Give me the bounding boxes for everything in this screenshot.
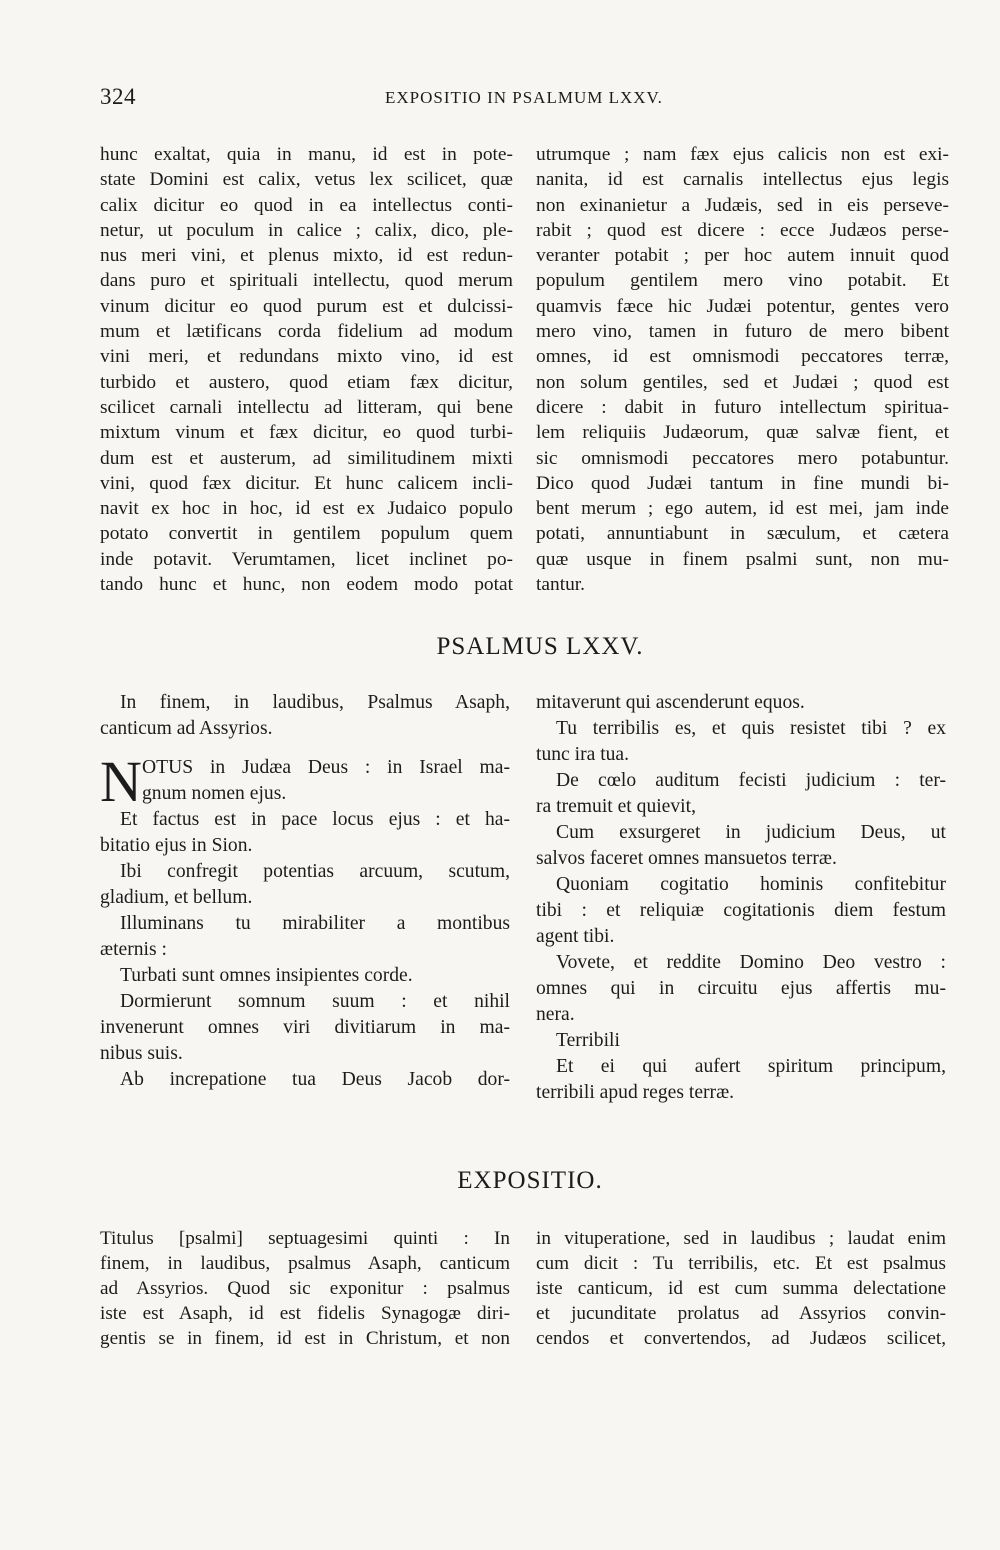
verse-line: tibi : et reliquiæ cogitationis diem festum xyxy=(536,900,946,921)
verse-line: Illuminans tu mirabiliter a montibus xyxy=(120,913,510,934)
running-title: EXPOSITIO IN PSALMUM LXXV. xyxy=(385,88,663,107)
text-line: ad Assyrios. Quod sic exponitur : psalmus xyxy=(100,1278,510,1299)
text-line: omnes, id est omnismodi peccatores terræ, xyxy=(536,346,949,368)
text-line: tantur. xyxy=(536,574,586,596)
commentary-column-left xyxy=(100,142,513,597)
text-line: iste canticum, id est cum summa delectatione xyxy=(536,1278,946,1299)
text-line: turbido et austero, quod etiam fæx dicitur, xyxy=(100,371,513,393)
text-line: sic omnismodi peccatores mero potabuntur. xyxy=(536,447,949,469)
verse-line: Quoniam cogitatio hominis confitebitur xyxy=(556,874,946,895)
verse-line: terribili apud reges terræ. xyxy=(536,1082,735,1103)
text-line: netur, ut poculum in calice ; calix, dico, ple- xyxy=(100,219,513,241)
verse-line: nera. xyxy=(536,1004,575,1025)
text-line: scilicet carnali intellectu ad litteram, qui bene xyxy=(100,396,513,418)
psalm-column-left xyxy=(100,690,510,1093)
psalm-column-right xyxy=(536,690,946,1106)
verse-line: bitatio ejus in Sion. xyxy=(100,835,253,856)
text-line: veranter potabit ; per hoc autem innuit quod xyxy=(536,245,949,267)
text-line: rabit ; quod est dicere : ecce Judæos perse- xyxy=(536,219,949,241)
expositio-column-left xyxy=(100,1226,510,1351)
running-header xyxy=(100,84,945,114)
expositio-heading: EXPOSITIO. xyxy=(457,1167,603,1194)
verse-line: Turbati sunt omnes insipientes corde. xyxy=(120,965,413,986)
text-line: nanita, id est carnalis intellectus ejus legis xyxy=(536,169,949,191)
verse-line: Tu terribilis es, et quis resistet tibi ? ex xyxy=(556,718,946,739)
text-line: lem reliquiis Judæorum, quæ salvæ fient, et xyxy=(536,422,949,444)
verse-line: gladium, et bellum. xyxy=(100,887,253,908)
verse-line: Vovete, et reddite Domino Deo vestro : xyxy=(556,952,946,973)
psalm-title-line: canticum ad Assyrios. xyxy=(100,718,273,739)
text-line: populum gentilem mero vino potabit. Et xyxy=(536,270,949,292)
text-line: dum est et austerum, ad similitudinem mixti xyxy=(100,447,513,469)
verse-line: Ibi confregit potentias arcuum, scutum, xyxy=(120,861,510,882)
verse-line: gnum nomen ejus. xyxy=(142,783,287,804)
verse-line: Terribili xyxy=(556,1030,620,1051)
text-line: potato convertit in gentilem populum quem xyxy=(100,523,513,545)
text-line: dicere : dabit in futuro intellectum spiritua- xyxy=(536,396,949,418)
text-line: non solum gentiles, sed et Judæi ; quod est xyxy=(536,371,949,393)
verse-line: OTUS in Judæa Deus : in Israel ma- xyxy=(142,757,510,778)
expositio-column-right xyxy=(536,1226,946,1351)
verse-line: Dormierunt somnum suum : et nihil xyxy=(120,991,510,1012)
verse-line: ra tremuit et quievit, xyxy=(536,796,696,817)
text-line: gentis se in finem, id est in Christum, et non xyxy=(100,1328,510,1349)
verse-line: nibus suis. xyxy=(100,1043,183,1064)
text-line: mixtum vinum et fæx dicitur, eo quod turbi- xyxy=(100,422,513,444)
text-line: inde potavit. Verumtamen, licet inclinet po- xyxy=(100,548,513,570)
verse-line: De cœlo auditum fecisti judicium : ter- xyxy=(556,770,946,791)
text-line: Titulus [psalmi] septuagesimi quinti : In xyxy=(100,1228,510,1249)
verse-line: Et ei qui aufert spiritum principum, xyxy=(556,1056,946,1077)
text-line: vinum dicitur eo quod purum est et dulcissi- xyxy=(100,295,513,317)
verse-1 xyxy=(100,749,510,814)
text-line: cendos et convertendos, ad Judæos scilicet, xyxy=(536,1328,946,1349)
text-line: iste est Asaph, id est fidelis Synagogæ diri- xyxy=(100,1303,510,1324)
text-line: et jucunditate prolatus ad Assyrios convin- xyxy=(536,1303,946,1324)
text-line: tando hunc et hunc, non eodem modo potat xyxy=(100,574,513,596)
text-line: mum et lætificans corda fidelium ad modum xyxy=(100,321,513,343)
psalm-heading: PSALMUS LXXV. xyxy=(436,633,644,660)
text-line: dans puro et spirituali intellectu, quod merum xyxy=(100,270,513,292)
verse-line: Ab increpatione tua Deus Jacob dor- xyxy=(120,1069,510,1090)
text-line: Dico quod Judæi tantum in fine mundi bi- xyxy=(536,472,949,494)
verse-line: Et factus est in pace locus ejus : et ha- xyxy=(120,809,510,830)
text-line: navit ex hoc in hoc, id est ex Judaico populo xyxy=(100,498,513,520)
text-line: vini, quod fæx dicitur. Et hunc calicem incli- xyxy=(100,472,513,494)
verse-line: agent tibi. xyxy=(536,926,615,947)
verse-line: Cum exsurgeret in judicium Deus, ut xyxy=(556,822,946,843)
text-line: in vituperatione, sed in laudibus ; laudat enim xyxy=(536,1228,946,1249)
text-line: quamvis fæce hic Judæi potentur, gentes vero xyxy=(536,295,949,317)
text-line: utrumque ; nam fæx ejus calicis non est exi- xyxy=(536,144,949,165)
text-line: potati, annuntiabunt in sæculum, et cætera xyxy=(536,523,949,545)
text-line: calix dicitur eo quod in ea intellectus conti- xyxy=(100,194,513,216)
commentary-column-right xyxy=(536,142,949,597)
text-line: state Domini est calix, vetus lex scilicet, quæ xyxy=(100,169,513,191)
text-line: vini meri, et redundans mixto vino, id est xyxy=(100,346,513,368)
verse-line: omnes qui in circuitu ejus affertis mu- xyxy=(536,978,946,999)
psalm-title-line: In finem, in laudibus, Psalmus Asaph, xyxy=(120,692,510,713)
text-line: bent merum ; ego autem, id est mei, jam inde xyxy=(536,498,949,520)
text-line: finem, in laudibus, psalmus Asaph, canticum xyxy=(100,1253,510,1274)
verse-line: invenerunt omnes viri divitiarum in ma- xyxy=(100,1017,510,1038)
text-line: mero vino, tamen in futuro de mero bibent xyxy=(536,321,949,343)
text-line: quæ usque in finem psalmi sunt, non mu- xyxy=(536,548,949,570)
verse-line: mitaverunt qui ascenderunt equos. xyxy=(536,692,805,713)
text-line: non exinanietur a Judæis, sed in eis perseve- xyxy=(536,194,949,216)
text-line: hunc exaltat, quia in manu, id est in pote- xyxy=(100,144,513,165)
text-line: nus meri vini, et plenus mixto, id est redun- xyxy=(100,245,513,267)
drop-capital: N xyxy=(100,749,142,814)
page-number: 324 xyxy=(100,84,136,109)
verse-line: salvos faceret omnes mansuetos terræ. xyxy=(536,848,837,869)
text-line: cum dicit : Tu terribilis, etc. Et est psalmus xyxy=(536,1253,946,1274)
verse-line: tunc ira tua. xyxy=(536,744,630,765)
verse-line: æternis : xyxy=(100,939,167,960)
